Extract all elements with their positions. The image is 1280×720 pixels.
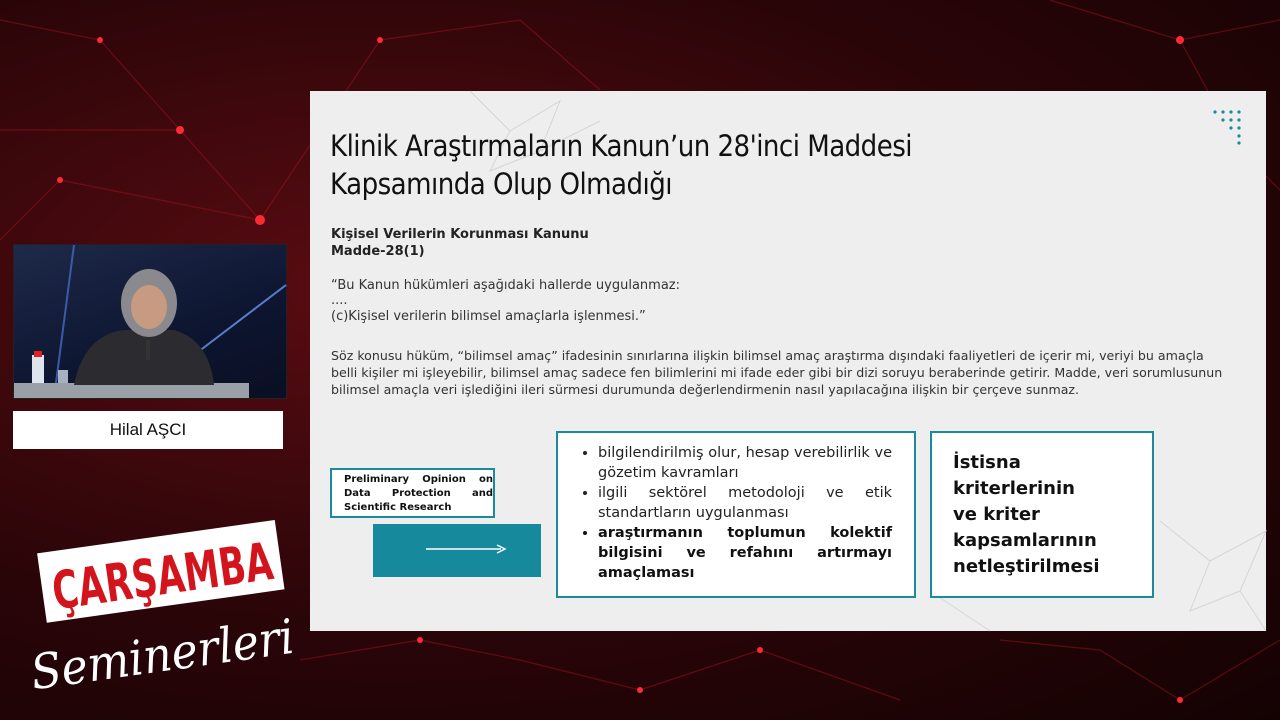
bullet-item: • bilgilendirilmiş olur, hesap verebilirlik ve gözetim kavramları <box>598 443 892 483</box>
reference-document-title: Preliminary Opinion on Data Protection and Scientific Research <box>344 474 493 513</box>
quote-line1: “Bu Kanun hükümleri aşağıdaki hallerde uygulanmaz: <box>331 278 681 293</box>
criteria-line: netleştirilmesi <box>953 556 1100 577</box>
law-reference <box>331 226 589 260</box>
law-quote <box>331 277 931 325</box>
law-name: Kişisel Verilerin Korunması Kanunu <box>331 227 589 242</box>
dots-grid-icon <box>1212 109 1248 145</box>
criteria-bullet-list <box>584 443 892 583</box>
carsamba-seminerleri-logo <box>27 505 382 705</box>
bullet-item: • ilgili sektörel metodoloji ve etik standartların uygulanması <box>598 483 892 523</box>
presenter-video <box>13 244 287 399</box>
criteria-line: İstisna <box>953 452 1021 473</box>
slide-title <box>330 127 1014 203</box>
criteria-line: kapsamlarının <box>953 530 1097 551</box>
explanation-paragraph: Söz konusu hüküm, “bilimsel amaç” ifadesinin sınırlarına ilişkin bilimsel amaç araştırma dışındaki faaliyetleri de içerir mi, veriyi bu amaçla belli kişiler mi işleyebilir, bilimsel amaç sadece fen bilimlerini mi ifade eder gibi bir dizi soruyu beraberinde getirir. Madde, veri sorumlusunun bilimsel amaçla veri işlediğini ileri sürmesi durumunda değerlendirmenin nasıl yapılacağına ilişkin bir çerçeve sunmaz. <box>331 348 1223 397</box>
quote-line3: (c)Kişisel verilerin bilimsel amaçlarla işlenmesi.” <box>331 309 646 324</box>
criteria-clarification-box <box>930 431 1154 598</box>
logo-line2: Seminerleri <box>27 605 319 702</box>
logo-line1: ÇARŞAMBA <box>48 517 382 623</box>
right-arrow-icon <box>373 524 541 577</box>
criteria-bullets-box <box>556 431 916 598</box>
presenter-illustration <box>14 245 286 398</box>
slide-title-line2: Kapsamında Olup Olmadığı <box>330 167 672 201</box>
criteria-line: kriterlerinin <box>953 478 1075 499</box>
criteria-line: ve kriter <box>953 504 1040 525</box>
quote-line2: .... <box>331 293 348 308</box>
bullet-item: • araştırmanın toplumun kolektif bilgisini ve refahını artırmayı amaçlaması <box>598 523 892 583</box>
slide-title-line1: Klinik Araştırmaların Kanun’un 28'inci Maddesi <box>330 129 912 163</box>
arrow-bar <box>373 524 541 577</box>
law-article: Madde-28(1) <box>331 244 425 259</box>
presenter-name: Hilal AŞCI <box>109 420 187 439</box>
presenter-name-label <box>13 411 283 449</box>
reference-document-box <box>330 468 495 518</box>
presentation-slide <box>310 91 1266 631</box>
